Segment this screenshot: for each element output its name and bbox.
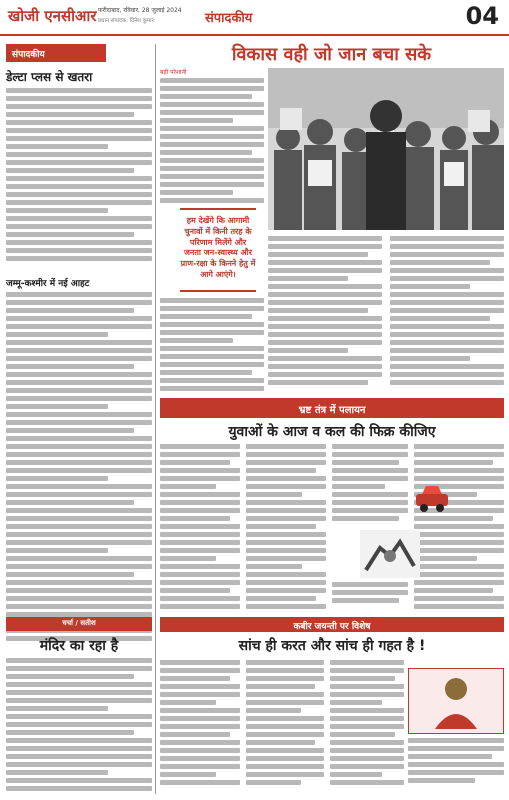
page-number: 04 [465, 2, 499, 30]
editor-line: प्रधान संपादक: दिनेश कुमार [98, 18, 154, 24]
kabir-illustration [409, 669, 503, 733]
body-text [160, 78, 264, 204]
crowd-illustration [268, 68, 504, 230]
body-text [6, 88, 152, 270]
body-text [160, 444, 240, 612]
column-headline: मंदिर का रहा है [39, 638, 119, 654]
body-text [268, 236, 382, 392]
handcuff-illustration [360, 530, 420, 578]
left-subheadline: जम्मू-कश्मीर में नई आहट [6, 279, 90, 289]
column-badge: चर्चा / सतीश [6, 617, 152, 631]
section-title: संपादकीय [205, 11, 253, 26]
main-byline: बड़ी परेशानी [160, 69, 187, 76]
body-text [330, 660, 404, 794]
masthead [0, 0, 509, 36]
left-headline: डेल्टा प्लस से खतरा [6, 70, 93, 84]
body-text [332, 582, 408, 612]
kabir-portrait [408, 668, 504, 734]
body-text [160, 660, 240, 794]
body-text [6, 292, 152, 654]
car-icon [413, 478, 451, 516]
kabir-headline: सांच ही करत और सांच ही गहत है ! [238, 638, 426, 654]
editorial-badge: संपादकीय [6, 44, 106, 62]
column-divider [155, 44, 156, 794]
body-text [332, 444, 408, 528]
body-text [414, 444, 504, 612]
issue-date: फरीदाबाद, रविवार, 28 जुलाई 2024 [98, 7, 182, 14]
body-text [160, 298, 264, 392]
body-text [6, 658, 152, 794]
body-text [246, 660, 324, 794]
article-photo [268, 68, 504, 230]
section-banner: भ्रष्ट तंत्र में पलायन [160, 398, 504, 418]
body-text [390, 236, 504, 392]
body-text [246, 444, 326, 612]
main-headline: विकास वही जो जान बचा सके [231, 44, 432, 65]
pull-quote: हम देखेंगे कि आगामी चुनावों में किनी तरह के परिणाम मिलेंगे और जनता जन-स्वास्थ्य और प्राण-रक्षा के किनने हेतु में आगे आएंगे। [180, 208, 256, 292]
body-text [408, 738, 504, 794]
newspaper-logo: खोजी एनसीआर [8, 7, 97, 25]
left-column [6, 44, 152, 794]
youth-headline: युवाओं के आज व कल की फिक्र कीजिए [228, 424, 436, 440]
section-banner: कबीर जयन्ती पर विशेष [160, 617, 504, 632]
